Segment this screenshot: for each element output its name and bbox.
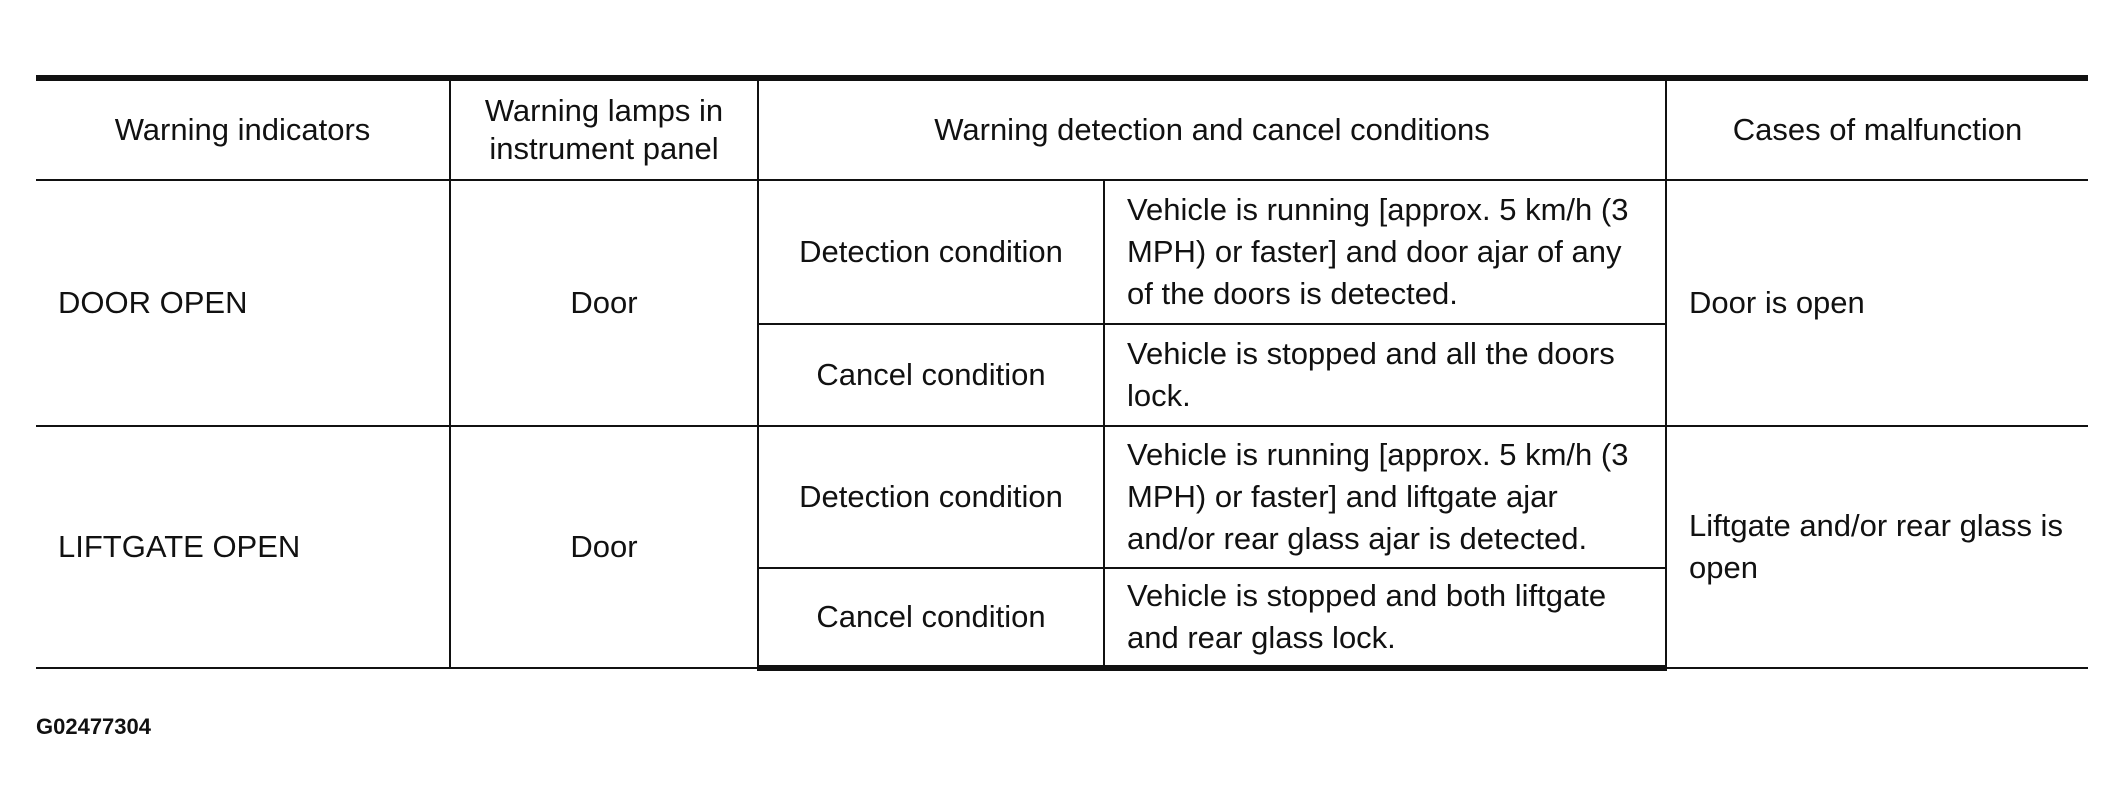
detection-text-door-open: Vehicle is running [approx. 5 km/h (3 MPH) or faster] and door ajar of any of the doors is detected. — [1104, 180, 1666, 324]
table-row-liftgate-open-detection — [36, 426, 2088, 568]
cancel-text-liftgate-open: Vehicle is stopped and both liftgate and rear glass lock. — [1104, 568, 1666, 668]
header-detection-cancel-conditions: Warning detection and cancel conditions — [758, 78, 1666, 180]
detection-label-door-open: Detection condition — [758, 180, 1104, 324]
lamp-liftgate-open: Door — [450, 426, 758, 668]
header-warning-lamps-line2: instrument panel — [489, 131, 719, 166]
cancel-label-door-open: Cancel condition — [758, 324, 1104, 426]
indicator-door-open: DOOR OPEN — [36, 180, 450, 426]
table-row-door-open-detection — [36, 180, 2088, 324]
detection-text-liftgate-open: Vehicle is running [approx. 5 km/h (3 MPH) or faster] and liftgate ajar and/or rear glass ajar is detected. — [1104, 426, 1666, 568]
header-cases-of-malfunction: Cases of malfunction — [1666, 78, 2088, 180]
lamp-door-open: Door — [450, 180, 758, 426]
header-warning-lamps — [450, 78, 758, 180]
malfunction-door-open: Door is open — [1666, 180, 2088, 426]
malfunction-liftgate-open: Liftgate and/or rear glass is open — [1666, 426, 2088, 668]
header-warning-indicators: Warning indicators — [36, 78, 450, 180]
indicator-liftgate-open: LIFTGATE OPEN — [36, 426, 450, 668]
header-warning-lamps-line1: Warning lamps in — [484, 93, 724, 128]
table-header-row — [36, 78, 2088, 180]
figure-id: G02477304 — [36, 714, 151, 739]
warning-indicators-table — [36, 75, 2088, 671]
cancel-text-door-open: Vehicle is stopped and all the doors lock. — [1104, 324, 1666, 426]
detection-label-liftgate-open: Detection condition — [758, 426, 1104, 568]
cancel-label-liftgate-open: Cancel condition — [758, 568, 1104, 668]
